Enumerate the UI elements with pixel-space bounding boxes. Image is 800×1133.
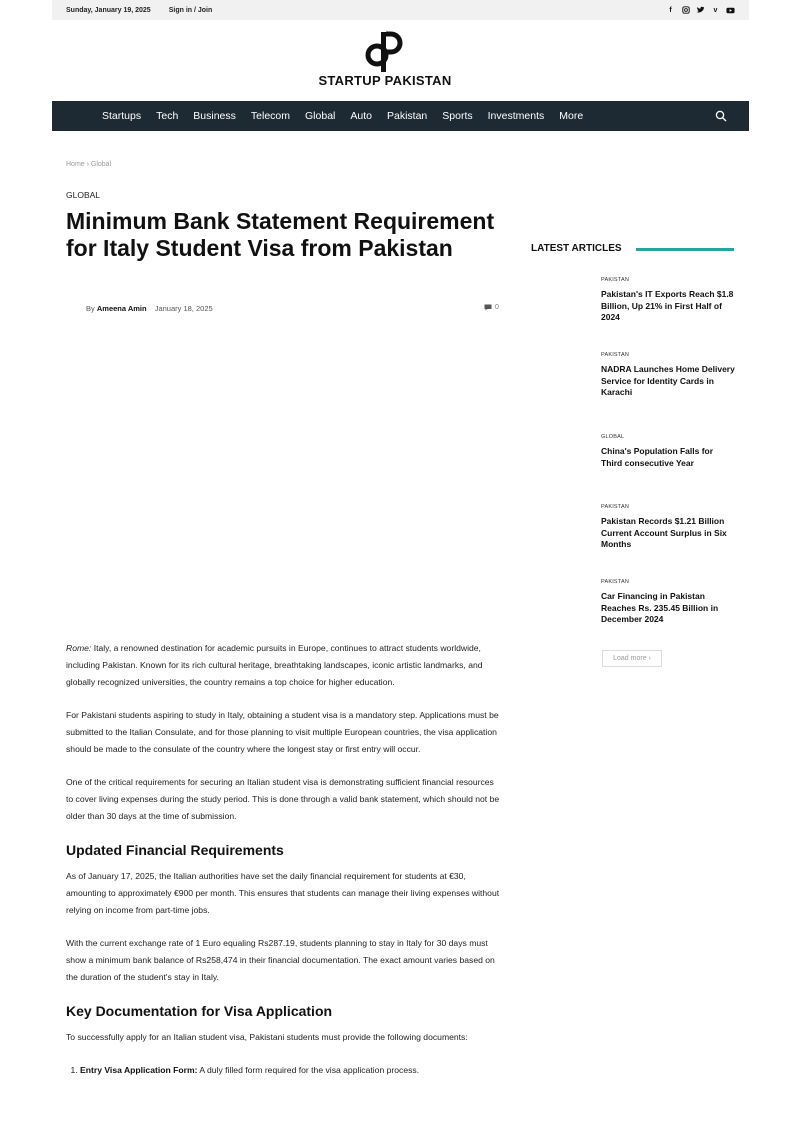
- comment-icon: [484, 304, 492, 311]
- twitter-icon[interactable]: [696, 6, 705, 15]
- paragraph-2: For Pakistani students aspiring to study in Italy, obtaining a student visa is a mandatory step. Applications must be submitted to the Italian Consulate, and for those planning to visit multiple European countries, the visa application should be made to the consulate of the country where the longest stay or first entry will occur.: [66, 710, 499, 754]
- facebook-icon[interactable]: f: [669, 6, 672, 14]
- instagram-icon[interactable]: [681, 6, 690, 15]
- nav-item-auto[interactable]: Auto: [350, 110, 372, 122]
- site-name: STARTUP PAKISTAN: [318, 73, 452, 88]
- article-body: [66, 640, 502, 1079]
- current-date: Sunday, January 19, 2025: [66, 6, 151, 14]
- paragraph-1-text: Italy, a renowned destination for academic pursuits in Europe, continues to attract students worldwide, including Pakistan. Known for its rich cultural heritage, breathtaking landscapes, iconic artistic landmarks, and globally recognized universities, the country remains a top choice for higher education.: [66, 643, 483, 687]
- article-date: January 18, 2025: [154, 304, 213, 313]
- latest-article-category[interactable]: PAKISTAN: [601, 277, 629, 283]
- article-meta: [86, 304, 213, 313]
- latest-article-title[interactable]: Pakistan Records $1.21 Billion Current Account Surplus in Six Months: [601, 516, 727, 549]
- main-navigation: [52, 101, 749, 131]
- sign-in-link[interactable]: Sign in / Join: [168, 6, 213, 14]
- latest-article-title[interactable]: Car Financing in Pakistan Reaches Rs. 235.45 Billion in December 2024: [601, 591, 719, 624]
- list-item-text: A duly filled form required for the visa application process.: [197, 1065, 420, 1075]
- byline-prefix: By: [86, 304, 95, 313]
- logo-mark-icon: [363, 30, 407, 72]
- paragraph-5: With the current exchange rate of 1 Euro equaling Rs287.19, students planning to stay in Italy for 30 days must show a minimum bank balance of Rs258,474 in their financial documentation. The exact amount varies based on the duration of the student's stay in Italy.: [66, 938, 495, 982]
- site-logo[interactable]: [300, 30, 470, 90]
- nav-item-sports[interactable]: Sports: [442, 110, 473, 122]
- top-bar: [52, 0, 749, 20]
- nav-item-global[interactable]: Global: [305, 110, 336, 122]
- section-heading-financial: Updated Financial Requirements: [66, 842, 284, 858]
- dateline: Rome:: [66, 643, 92, 653]
- author-link[interactable]: Ameena Amin: [96, 304, 147, 313]
- breadcrumb[interactable]: Home › Global: [66, 161, 112, 168]
- list-item: [80, 1062, 502, 1079]
- paragraph-3: One of the critical requirements for securing an Italian student visa is demonstrating sufficient financial resources to cover living expenses during the study period. This is done through a valid bank statement, which should not be older than 30 days at the time of submission.: [66, 777, 500, 821]
- latest-article[interactable]: [601, 434, 736, 469]
- latest-article-category[interactable]: PAKISTAN: [601, 504, 629, 510]
- load-more-button[interactable]: Load more ›: [602, 650, 662, 667]
- nav-item-startups[interactable]: Startups: [102, 110, 142, 122]
- nav-item-telecom[interactable]: Telecom: [250, 110, 291, 122]
- latest-article[interactable]: [601, 579, 736, 626]
- latest-article-title[interactable]: NADRA Launches Home Delivery Service for Identity Cards in Karachi: [601, 364, 735, 397]
- nav-item-tech[interactable]: Tech: [156, 110, 179, 122]
- latest-article-category[interactable]: GLOBAL: [601, 434, 625, 440]
- nav-item-business[interactable]: Business: [193, 110, 236, 122]
- paragraph-4: As of January 17, 2025, the Italian authorities have set the daily financial requirement for students at €30, amounting to approximately €900 per month. This ensures that students can manage their living expenses without relying on income from part-time jobs.: [66, 871, 500, 915]
- latest-article-title[interactable]: China's Population Falls for Third consecutive Year: [601, 446, 714, 468]
- paragraph-1: [66, 640, 502, 691]
- latest-articles-heading: LATEST ARTICLES: [531, 243, 622, 254]
- list-item-label: Entry Visa Application Form:: [80, 1065, 198, 1075]
- nav-item-more[interactable]: More: [559, 110, 584, 122]
- latest-article-title[interactable]: Pakistan's IT Exports Reach $1.8 Billion, Up 21% in First Half of 2024: [601, 289, 734, 322]
- paragraph-6: To successfully apply for an Italian student visa, Pakistani students must provide the following documents:: [66, 1032, 468, 1042]
- article-category[interactable]: GLOBAL: [66, 190, 101, 200]
- section-heading-documentation: Key Documentation for Visa Application: [66, 1003, 333, 1019]
- comments-count[interactable]: [484, 304, 499, 311]
- article-title: Minimum Bank Statement Requirement for Italy Student Visa from Pakistan: [66, 208, 495, 261]
- social-links: [666, 6, 735, 15]
- youtube-icon[interactable]: [726, 6, 735, 15]
- search-icon[interactable]: [715, 110, 727, 122]
- documents-list: [80, 1062, 502, 1079]
- latest-article[interactable]: [601, 504, 736, 551]
- latest-article-category[interactable]: PAKISTAN: [601, 352, 629, 358]
- nav-item-pakistan[interactable]: Pakistan: [386, 110, 428, 122]
- nav-item-investments[interactable]: Investments: [487, 110, 545, 122]
- latest-article[interactable]: [601, 352, 736, 399]
- latest-article[interactable]: [601, 277, 736, 324]
- heading-accent-line: [636, 248, 734, 251]
- latest-article-category[interactable]: PAKISTAN: [601, 579, 629, 585]
- vimeo-icon[interactable]: v: [713, 6, 718, 14]
- comments-number: 0: [495, 304, 499, 311]
